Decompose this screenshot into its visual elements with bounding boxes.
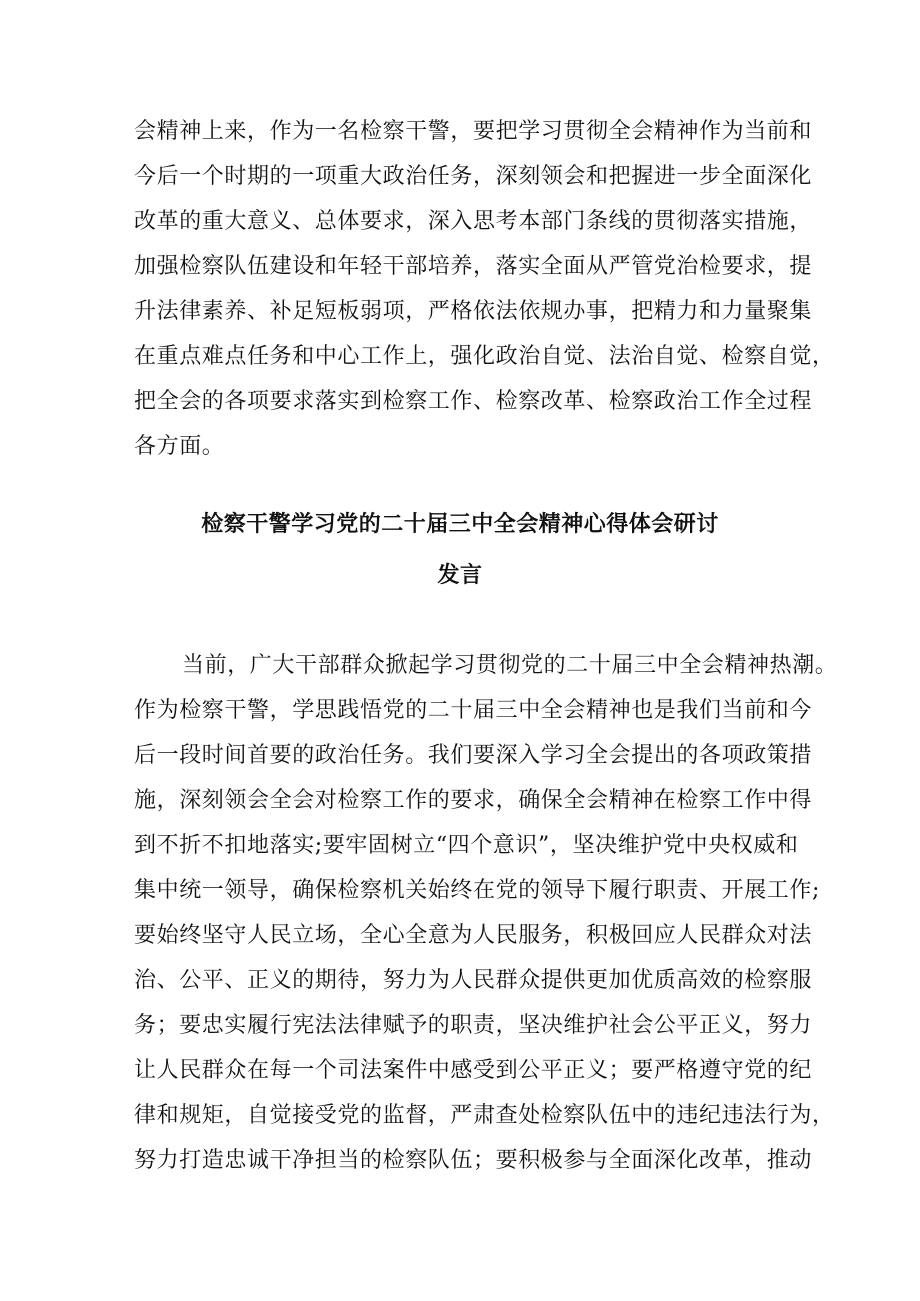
paragraph-line: 升法律素养、补足短板弱项，严格依法依规办事，把精力和力量聚集 <box>134 299 813 324</box>
paragraph-line: 会精神上来，作为一名检察干警，要把学习贯彻全会精神作为当前和 <box>134 119 813 144</box>
paragraph-line: 今后一个时期的一项重大政治任务，深刻领会和把握进一步全面深化 <box>134 164 813 189</box>
section-heading: 检察干警学习党的二十届三中全会精神心得体会研讨 <box>201 512 719 537</box>
paragraph-line: 集中统一领导，确保检察机关始终在党的领导下履行职责、开展工作; <box>134 878 821 903</box>
paragraph-line: 努力打造忠诚干净担当的检察队伍；要积极参与全面深化改革，推动 <box>134 1148 813 1173</box>
paragraph-line: 把全会的各项要求落实到检察工作、检察改革、检察政治工作全过程 <box>134 389 813 414</box>
paragraph-line: 各方面。 <box>134 434 225 459</box>
paragraph-line: 务；要忠实履行宪法法律赋予的职责，坚决维护社会公平正义，努力 <box>134 1013 813 1038</box>
paragraph-line: 加强检察队伍建设和年轻干部培养，落实全面从严管党治检要求，提 <box>134 254 813 279</box>
section-heading-continued: 发言 <box>437 563 483 588</box>
paragraph-line: 要始终坚守人民立场，全心全意为人民服务，积极回应人民群众对法 <box>134 923 813 948</box>
paragraph-line: 作为检察干警，学思践悟党的二十届三中全会精神也是我们当前和今 <box>134 698 813 723</box>
paragraph-line: 后一段时间首要的政治任务。我们要深入学习全会提出的各项政策措 <box>134 743 813 768</box>
paragraph-line: 改革的重大意义、总体要求，深入思考本部门条线的贯彻落实措施， <box>134 209 813 234</box>
paragraph-line: 治、公平、正义的期待，努力为人民群众提供更加优质高效的检察服 <box>134 968 813 993</box>
paragraph-line: 到不折不扣地落实;要牢固树立“四个意识”，坚决维护党中央权威和 <box>134 833 799 858</box>
paragraph-line: 让人民群众在每一个司法案件中感受到公平正义；要严格遵守党的纪 <box>134 1058 813 1083</box>
paragraph-line: 在重点难点任务和中心工作上，强化政治自觉、法治自觉、检察自觉， <box>134 344 835 369</box>
paragraph-line: 律和规矩，自觉接受党的监督，严肃查处检察队伍中的违纪违法行为， <box>134 1103 835 1128</box>
paragraph-line: 施，深刻领会全会对检察工作的要求，确保全会精神在检察工作中得 <box>134 788 813 813</box>
paragraph-first-line: 当前，广大干部群众掀起学习贯彻党的二十届三中全会精神热潮。 <box>182 653 838 678</box>
